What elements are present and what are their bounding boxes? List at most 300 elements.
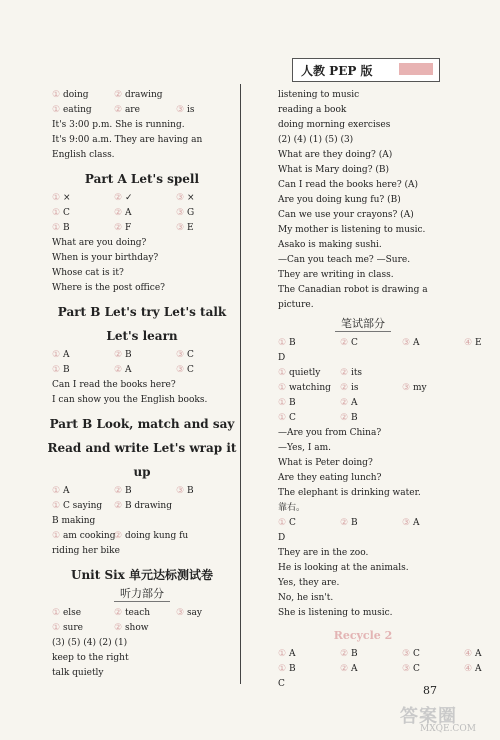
answer-item	[402, 336, 419, 351]
answer-line	[44, 651, 240, 666]
answer-item	[340, 411, 358, 426]
answer-item	[278, 647, 295, 662]
answer-item	[114, 348, 132, 363]
answer-line	[44, 514, 240, 529]
answer-line	[270, 531, 456, 546]
answer-line	[270, 351, 456, 366]
item-number-marker: ③	[176, 608, 187, 618]
answer-item	[52, 281, 165, 296]
answer-item	[402, 516, 419, 531]
answer-item	[52, 363, 70, 378]
answer-text: The Canadian robot is drawing a	[278, 285, 428, 295]
item-number-marker: ①	[278, 383, 289, 393]
answer-item	[52, 88, 89, 103]
answer-item	[114, 363, 131, 378]
answer-item	[278, 411, 296, 426]
answer-item	[176, 206, 194, 221]
answer-line	[44, 529, 240, 544]
answer-line	[44, 88, 240, 103]
answer-text: doing	[62, 90, 89, 100]
answer-text: A	[62, 486, 70, 496]
answer-text: A	[288, 649, 296, 659]
answer-text: B	[186, 486, 194, 496]
item-number-marker: ①	[52, 193, 63, 203]
answer-line	[44, 348, 240, 363]
item-number-marker: ①	[52, 501, 63, 511]
answer-text: E	[186, 223, 194, 233]
answer-item	[278, 456, 373, 471]
item-number-marker: ②	[340, 649, 351, 659]
answer-text: They are in the zoo.	[278, 548, 369, 558]
answer-item	[114, 191, 132, 206]
item-number-marker: ③	[402, 518, 413, 528]
edition-badge-text: 人教 PEP 版	[301, 63, 373, 78]
answer-text: D	[278, 533, 286, 543]
item-number-marker: ④	[464, 664, 475, 674]
answer-item	[340, 381, 358, 396]
answer-item	[52, 606, 81, 621]
answer-text: What are you doing?	[52, 238, 147, 248]
answer-item	[278, 396, 296, 411]
answer-text: A	[350, 398, 358, 408]
item-number-marker: ①	[52, 486, 63, 496]
answer-item	[278, 118, 390, 133]
item-number-marker: ①	[52, 223, 63, 233]
answer-item	[114, 103, 140, 118]
answer-line	[270, 148, 456, 163]
answer-item	[114, 606, 150, 621]
answer-line	[44, 666, 240, 681]
answer-line	[44, 133, 240, 148]
answer-line	[44, 378, 240, 393]
answer-item	[52, 251, 158, 266]
answer-item	[278, 606, 393, 621]
answer-line	[270, 647, 482, 662]
edition-badge	[292, 58, 440, 82]
answer-item	[176, 103, 194, 118]
item-number-marker: ②	[340, 338, 351, 348]
answer-text: 靠右。	[278, 503, 306, 513]
left-column	[44, 88, 240, 681]
item-number-marker: ③	[176, 365, 187, 375]
answer-text: —Can you teach me? —Sure.	[278, 255, 411, 265]
answer-line	[270, 223, 456, 238]
answer-text: is	[186, 105, 195, 115]
answer-text: Are they eating lunch?	[278, 473, 382, 483]
answer-item	[278, 148, 392, 163]
answer-item	[176, 191, 194, 206]
answer-text: show	[124, 623, 149, 633]
item-number-marker: ③	[402, 338, 413, 348]
answer-item	[340, 396, 357, 411]
answer-text: Asako is making sushi.	[278, 240, 382, 250]
item-number-marker: ①	[52, 208, 63, 218]
subsection-heading-text: 听力部分	[114, 587, 170, 602]
item-number-marker: ③	[402, 383, 413, 393]
answer-text: C	[350, 338, 358, 348]
answer-line	[44, 281, 240, 296]
answer-item	[278, 268, 394, 283]
answer-text: am cooking	[62, 531, 116, 541]
section-heading: Unit Six 单元达标测试卷	[70, 568, 214, 582]
answer-text: B making	[52, 516, 96, 526]
answer-text: C	[288, 413, 296, 423]
recycle-heading: Recycle 2	[333, 629, 393, 642]
item-number-marker: ②	[340, 518, 351, 528]
answer-item	[402, 381, 427, 396]
answer-item	[176, 348, 194, 363]
item-number-marker: ②	[340, 398, 351, 408]
answer-line	[270, 471, 456, 486]
answer-line	[44, 393, 240, 408]
answer-item	[340, 662, 357, 677]
answer-text: E	[474, 338, 482, 348]
answer-text: eating	[62, 105, 92, 115]
answer-item	[114, 529, 188, 544]
item-number-marker: ②	[340, 368, 351, 378]
answer-item	[278, 223, 425, 238]
item-number-marker: ③	[402, 649, 413, 659]
answer-text: B	[62, 365, 70, 375]
answer-line	[270, 193, 456, 208]
answer-item	[278, 103, 346, 118]
item-number-marker: ③	[176, 223, 187, 233]
section-heading: Read and write Let's wrap it	[47, 441, 237, 455]
answer-text: riding her bike	[52, 546, 120, 556]
answer-item	[52, 484, 69, 499]
item-number-marker: ②	[114, 623, 125, 633]
answer-text: keep to the right	[52, 653, 129, 663]
answer-item	[278, 133, 353, 148]
answer-text: I can show you the English books.	[52, 395, 208, 405]
answer-item	[114, 206, 131, 221]
answer-item	[278, 662, 296, 677]
item-number-marker: ②	[114, 608, 125, 618]
answer-item	[464, 662, 481, 677]
answer-text: A	[124, 365, 132, 375]
answer-line	[270, 268, 456, 283]
answer-text: A	[474, 649, 482, 659]
answer-line	[270, 456, 456, 471]
answer-text: C	[412, 649, 420, 659]
answer-item	[52, 348, 69, 363]
item-number-marker: ①	[52, 105, 63, 115]
answer-line	[270, 133, 456, 148]
answer-text: ✓	[124, 193, 133, 203]
answer-item	[278, 381, 331, 396]
answer-text: my	[412, 383, 427, 393]
answer-item	[52, 393, 207, 408]
answer-text: reading a book	[278, 105, 347, 115]
answer-line	[270, 178, 456, 193]
answer-item	[52, 133, 202, 148]
answer-item	[278, 441, 331, 456]
item-number-marker: ②	[114, 208, 125, 218]
answer-line	[44, 251, 240, 266]
item-number-marker: ③	[176, 208, 187, 218]
item-number-marker: ①	[52, 623, 63, 633]
item-number-marker: ①	[278, 368, 289, 378]
answer-text: C saying	[62, 501, 103, 511]
answer-line	[270, 208, 456, 223]
answer-item	[176, 363, 194, 378]
answer-text: (3) (5) (4) (2) (1)	[52, 638, 128, 648]
answer-item	[278, 561, 409, 576]
subsection-heading-text: 笔试部分	[335, 317, 391, 332]
answer-text: Yes, they are.	[278, 578, 340, 588]
answer-text: ×	[186, 193, 195, 203]
answer-line	[44, 621, 240, 636]
answer-line	[44, 118, 240, 133]
answer-text: picture.	[278, 300, 314, 310]
section-heading: Let's learn	[106, 329, 178, 343]
item-number-marker: ③	[176, 486, 187, 496]
answer-item	[278, 298, 314, 313]
answer-line	[270, 298, 456, 313]
item-number-marker: ④	[464, 338, 475, 348]
answer-text: F	[124, 223, 132, 233]
answer-text: What is Mary doing? (B)	[278, 165, 390, 175]
answer-line	[270, 411, 456, 426]
answer-item	[278, 351, 285, 366]
answer-item	[114, 484, 132, 499]
answer-text: He is looking at the animals.	[278, 563, 409, 573]
answer-text: B	[350, 518, 358, 528]
answer-item	[402, 647, 420, 662]
answer-text: B	[350, 649, 358, 659]
item-number-marker: ④	[464, 649, 475, 659]
answer-item	[278, 576, 339, 591]
answer-text: B	[350, 413, 358, 423]
item-number-marker: ①	[52, 365, 63, 375]
answer-item	[52, 221, 70, 236]
answer-text: are	[124, 105, 140, 115]
answer-line	[44, 606, 240, 621]
answer-text: doing morning exercises	[278, 120, 391, 130]
answer-text: No, he isn't.	[278, 593, 334, 603]
answer-item	[278, 208, 414, 223]
answer-text: quietly	[288, 368, 321, 378]
answer-item	[114, 499, 172, 514]
answer-text: C	[288, 518, 296, 528]
answer-item	[278, 163, 389, 178]
answer-text: watching	[288, 383, 331, 393]
answer-text: A	[350, 664, 358, 674]
answer-text: doing kung fu	[124, 531, 189, 541]
answer-item	[278, 238, 382, 253]
answer-item	[340, 647, 358, 662]
item-number-marker: ①	[278, 413, 289, 423]
answer-item	[176, 606, 202, 621]
answer-item	[52, 266, 124, 281]
answer-text: The elephant is drinking water.	[278, 488, 421, 498]
answer-text: A	[124, 208, 132, 218]
item-number-marker: ①	[52, 531, 63, 541]
answer-line	[270, 253, 456, 268]
answer-item	[340, 336, 358, 351]
item-number-marker: ②	[114, 90, 125, 100]
answer-text: B	[288, 338, 296, 348]
answer-text: A	[62, 350, 70, 360]
item-number-marker: ②	[114, 223, 125, 233]
answer-item	[52, 529, 115, 544]
subsection-heading	[44, 587, 240, 602]
answer-text: C	[62, 208, 70, 218]
answer-item	[278, 426, 381, 441]
answer-text: else	[62, 608, 82, 618]
answer-line	[44, 221, 240, 236]
answer-line	[270, 163, 456, 178]
answer-item	[52, 148, 115, 163]
answer-text: English class.	[52, 150, 115, 160]
answer-text: B	[124, 350, 132, 360]
answer-text: Can I read the books here?	[52, 380, 176, 390]
answer-line	[44, 499, 240, 514]
item-number-marker: ③	[176, 193, 187, 203]
answer-item	[464, 647, 481, 662]
section-heading: Part B Let's try Let's talk	[57, 305, 227, 319]
answer-text: My mother is listening to music.	[278, 225, 426, 235]
answer-item	[278, 88, 359, 103]
answer-line	[44, 363, 240, 378]
answer-line	[270, 381, 456, 396]
answer-text: sure	[62, 623, 83, 633]
answer-text: B	[288, 664, 296, 674]
answer-line	[44, 103, 240, 118]
answer-item	[52, 651, 129, 666]
right-column	[270, 88, 482, 692]
answer-text: She is listening to music.	[278, 608, 393, 618]
answer-item	[278, 677, 285, 692]
answer-text: Where is the post office?	[52, 283, 165, 293]
answer-item	[52, 621, 83, 636]
answer-line	[270, 516, 456, 531]
answer-text: ×	[62, 193, 71, 203]
item-number-marker: ②	[114, 501, 125, 511]
answer-text: B	[62, 223, 70, 233]
item-number-marker: ②	[340, 664, 351, 674]
item-number-marker: ②	[114, 531, 125, 541]
answer-text: C	[186, 350, 194, 360]
section-heading: up	[133, 465, 151, 479]
answer-line	[270, 336, 482, 351]
answer-line	[270, 396, 456, 411]
item-number-marker: ①	[278, 664, 289, 674]
item-number-marker: ①	[52, 608, 63, 618]
answer-item	[278, 336, 296, 351]
answer-item	[278, 471, 381, 486]
answer-line	[270, 546, 456, 561]
answer-item	[340, 366, 362, 381]
page-number: 87	[423, 684, 437, 697]
answer-item	[278, 591, 333, 606]
answer-text: say	[186, 608, 203, 618]
answer-text: It's 3:00 p.m. She is running.	[52, 120, 185, 130]
answer-item	[114, 221, 131, 236]
answer-item	[278, 193, 401, 208]
answer-text: C	[412, 664, 420, 674]
answer-text: B	[288, 398, 296, 408]
answer-item	[278, 516, 296, 531]
answer-item	[52, 236, 146, 251]
answer-item	[278, 283, 428, 298]
answer-text: C	[186, 365, 194, 375]
answer-line	[270, 576, 456, 591]
item-number-marker: ①	[52, 350, 63, 360]
answer-item	[278, 546, 368, 561]
item-number-marker: ①	[278, 649, 289, 659]
answer-item	[464, 336, 482, 351]
answer-item	[114, 88, 163, 103]
answer-text: A	[474, 664, 482, 674]
answer-text: drawing	[124, 90, 163, 100]
item-number-marker: ②	[340, 383, 351, 393]
answer-line	[270, 662, 482, 677]
item-number-marker: ②	[114, 193, 125, 203]
answer-line	[270, 103, 456, 118]
answer-text: is	[350, 383, 359, 393]
answer-line	[270, 606, 456, 621]
answer-text: A	[412, 518, 420, 528]
answer-text: A	[412, 338, 420, 348]
answer-line	[270, 366, 456, 381]
answer-line	[44, 206, 240, 221]
answer-text: When is your birthday?	[52, 253, 159, 263]
item-number-marker: ③	[176, 105, 187, 115]
answer-line	[44, 236, 240, 251]
answer-item	[52, 378, 176, 393]
answer-text: Whose cat is it?	[52, 268, 124, 278]
answer-item	[402, 662, 420, 677]
answer-text: What is Peter doing?	[278, 458, 373, 468]
answer-line	[270, 501, 456, 516]
answer-item	[52, 544, 120, 559]
answer-item	[176, 484, 194, 499]
section-heading: Part A Let's spell	[84, 172, 200, 186]
answer-line	[44, 191, 240, 206]
answer-text: Are you doing kung fu? (B)	[278, 195, 401, 205]
answer-line	[44, 148, 240, 163]
answer-text: B drawing	[124, 501, 172, 511]
answer-line	[270, 561, 456, 576]
answer-item	[52, 206, 70, 221]
answer-line	[270, 426, 456, 441]
answer-text: G	[186, 208, 195, 218]
answer-line	[270, 118, 456, 133]
item-number-marker: ②	[340, 413, 351, 423]
answer-text: D	[278, 353, 286, 363]
item-number-marker: ②	[114, 350, 125, 360]
answer-line	[270, 591, 456, 606]
answer-item	[114, 621, 148, 636]
item-number-marker: ①	[278, 338, 289, 348]
answer-item	[278, 531, 285, 546]
answer-item	[52, 514, 95, 529]
answer-line	[270, 88, 456, 103]
answer-line	[44, 266, 240, 281]
column-divider	[240, 84, 241, 684]
answer-text: It's 9:00 a.m. They are having an	[52, 135, 203, 145]
watermark-url: MXQE.COM	[420, 724, 476, 734]
answer-text: Can we use your crayons? (A)	[278, 210, 414, 220]
answer-item	[52, 666, 104, 681]
answer-line	[44, 484, 240, 499]
answer-text: —Are you from China?	[278, 428, 382, 438]
answer-item	[278, 253, 410, 268]
subsection-heading	[270, 317, 456, 332]
answer-text: They are writing in class.	[278, 270, 394, 280]
item-number-marker: ①	[52, 90, 63, 100]
